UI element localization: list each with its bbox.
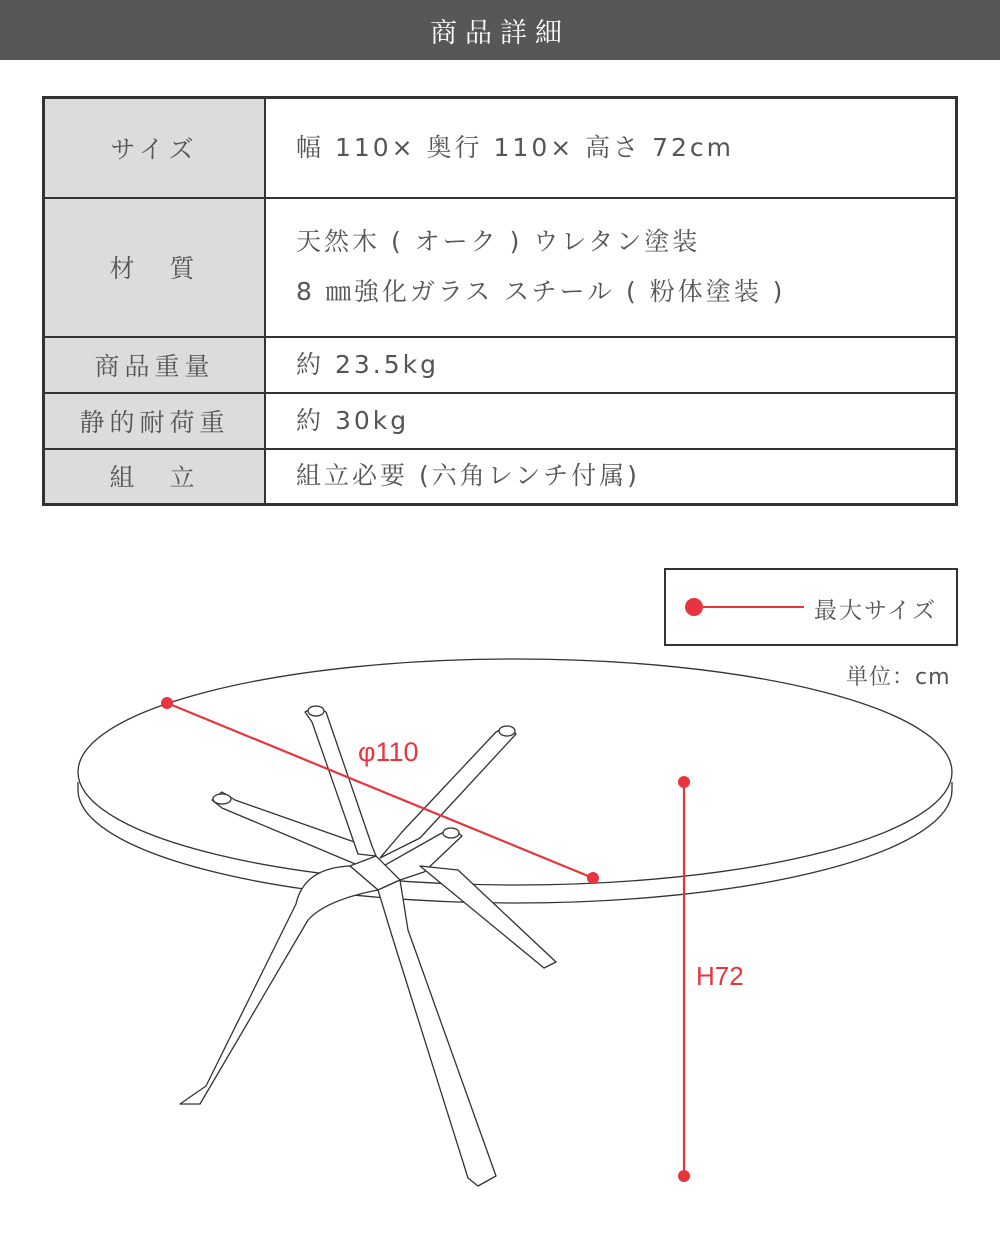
spec-label: 商品重量 (44, 337, 266, 393)
height-bottom-dot-icon (678, 1170, 690, 1182)
unit-label: 単位：cm (846, 665, 951, 690)
spec-label: 組 立 (44, 449, 266, 505)
height-top-dot-icon (678, 776, 690, 788)
spec-label: 静的耐荷重 (44, 393, 266, 449)
spec-value-line: 天然木 ( オーク ) ウレタン塗装 (296, 227, 701, 256)
diameter-label: φ110 (358, 737, 419, 767)
diameter-end-dot-icon (587, 872, 599, 884)
spec-value-line: 幅 110× 奥行 110× 高さ 72cm (296, 132, 734, 162)
legend-label: 最大サイズ (814, 598, 938, 624)
spec-label: サイズ (44, 98, 266, 198)
height-label: H72 (696, 961, 744, 991)
diameter-start-dot-icon (161, 697, 173, 709)
spec-value-line: 8 ㎜強化ガラス スチール ( 粉体塗装 ) (296, 277, 786, 306)
spec-label: 材 質 (44, 198, 266, 337)
spec-value-line: 組立必要 (六角レンチ付属) (296, 461, 640, 491)
header-title: 商品詳細 (430, 17, 570, 49)
spec-value-line: 約 23.5kg (296, 349, 439, 379)
tabletop-outline (78, 659, 952, 903)
spec-value-line: 約 30kg (296, 405, 410, 435)
